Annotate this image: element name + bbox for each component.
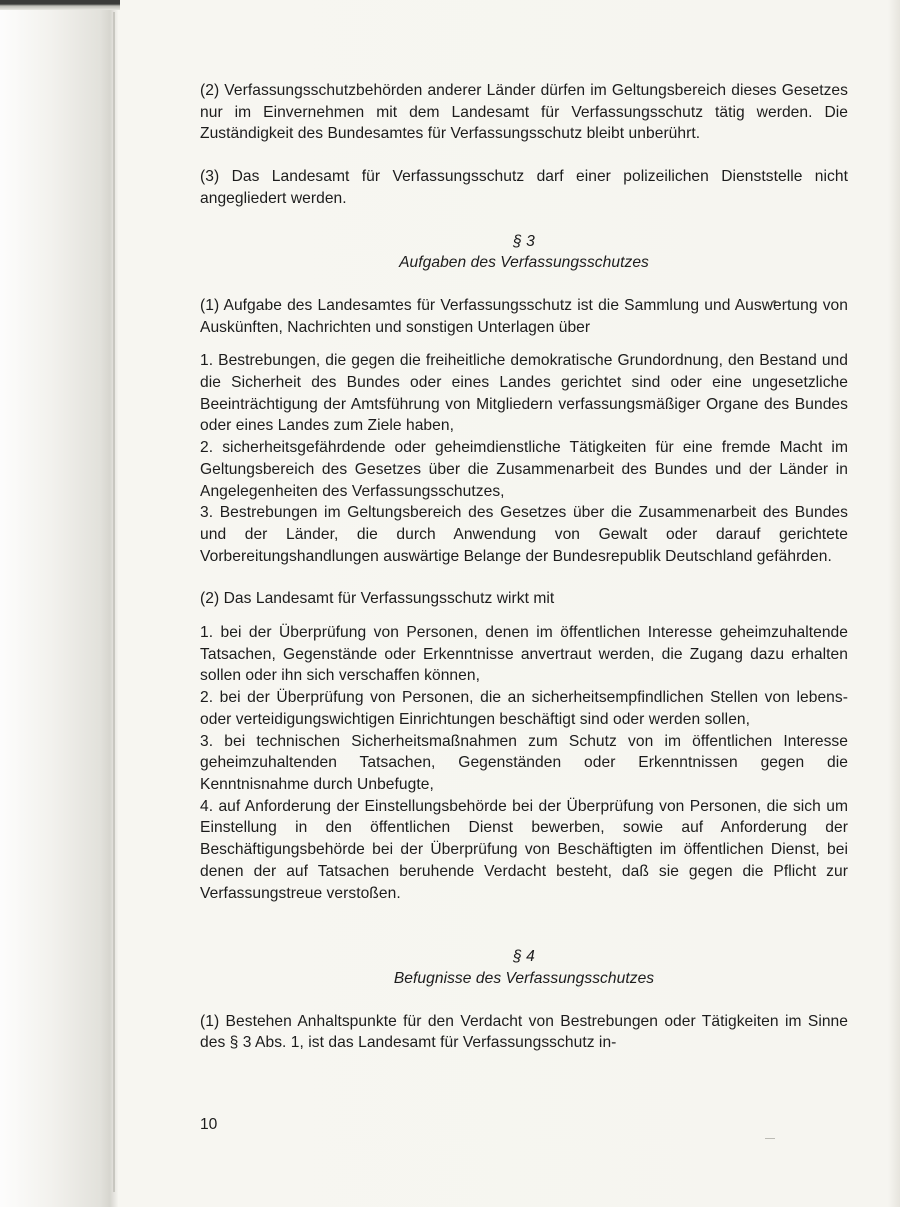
section-3-2-item-1: 1. bei der Überprüfung von Personen, denen im öffentlichen Interesse geheimzuhaltende Tatsachen, Gegenstände oder Erkenntnisse anvertraut werden, die Zugang dazu erhalten sollen oder ihn sich verschaffen können, xyxy=(200,624,848,685)
section-3-number: § 3 xyxy=(513,232,535,250)
paragraph-2-3: (3) Das Landesamt für Verfassungsschutz darf einer polizeilichen Dienststelle nicht angegliedert werden. xyxy=(200,168,848,207)
section-3-2-item-3: 3. bei technischen Sicherheitsmaßnahmen zum Schutz von im öffentlichen Interesse geheimzuhaltenden Tatsachen, Gegenständen oder Erkenntnissen gegen die Kenntnisnahme durch Unbefugte, xyxy=(200,732,848,793)
document-body xyxy=(200,80,848,1054)
section-4-paragraph-1: (1) Bestehen Anhaltspunkte für den Verdacht von Bestrebungen oder Tätigkeiten im Sinne des § 3 Abs. 1, ist das Landesamt für Verfassungsschutz in- xyxy=(200,1012,848,1052)
page-number: 10 xyxy=(200,1116,218,1133)
page-binding-shadow xyxy=(0,0,118,1207)
section-3-1-item-2: 2. sicherheitsgefährdende oder geheimdienstliche Tätigkeiten für eine fremde Macht im Geltungsbereich des Gesetzes über die Zusammenarbeit des Bundes und der Länder in Angelegenheiten des Verfassungsschutzes, xyxy=(200,439,848,500)
section-3-1-item-1: 1. Bestrebungen, die gegen die freiheitliche demokratische Grundordnung, den Bestand und die Sicherheit des Bundes oder eines Landes gerichtet sind oder eine ungesetzliche Beeinträchtigung der Amtsführung von Mitgliedern verfassungsmäßiger Organe des Bundes oder eines Landes zum Ziele haben, xyxy=(200,352,848,435)
section-3-title: Aufgaben des Verfassungsschutzes xyxy=(399,254,649,272)
section-4-title: Befugnisse des Verfassungsschutzes xyxy=(393,969,655,987)
paragraph-2-2: (2) Verfassungsschutzbehörden anderer Länder dürfen im Geltungsbereich dieses Gesetzes nur im Einvernehmen mit dem Landesamt für Verfassungsschutz tätig werden. Die Zuständigkeit des Bundesamtes für Verfassungsschutz bleibt unberührt. xyxy=(200,82,848,143)
scan-speck xyxy=(765,1138,775,1139)
section-3-2-item-4: 4. auf Anforderung der Einstellungsbehörde bei der Überprüfung von Personen, die sich um Einstellung in den öffentlichen Dienst bewerben, sowie auf Anforderung der Beschäftigungsbehörde bei der Überprüfung von Beschäftigten im öffentlichen Dienst, bei denen der auf Tatsachen beruhende Verdacht besteht, daß sie gegen die Pflicht zur Verfassungstreue verstoßen. xyxy=(200,797,848,902)
section-3-1-item-3: 3. Bestrebungen im Geltungsbereich des Gesetzes über die Zusammenarbeit des Bundes und der Länder, die durch Anwendung von Gewalt oder darauf gerichtete Vorbereitungshandlungen auswärtige Belange der Bundesrepublik Deutschland gefährden. xyxy=(200,504,848,565)
section-4-number: § 4 xyxy=(513,948,535,966)
page-binding-line xyxy=(113,12,115,1192)
section-3-2-item-2: 2. bei der Überprüfung von Personen, die an sicherheitsempfindlichen Stellen von lebens- oder verteidigungswichtigen Einrichtungen beschäftigt sind oder werden sollen, xyxy=(200,689,848,728)
section-3-paragraph-1-intro: (1) Aufgabe des Landesamtes für Verfassungsschutz ist die Sammlung und Auswertung von Auskünften, Nachrichten und sonstigen Unterlagen über xyxy=(200,296,848,336)
section-3-paragraph-2-intro: (2) Das Landesamt für Verfassungsschutz wirkt mit xyxy=(200,590,555,608)
scan-corner-edge xyxy=(0,0,120,10)
page-right-edge-shadow xyxy=(888,0,900,1207)
